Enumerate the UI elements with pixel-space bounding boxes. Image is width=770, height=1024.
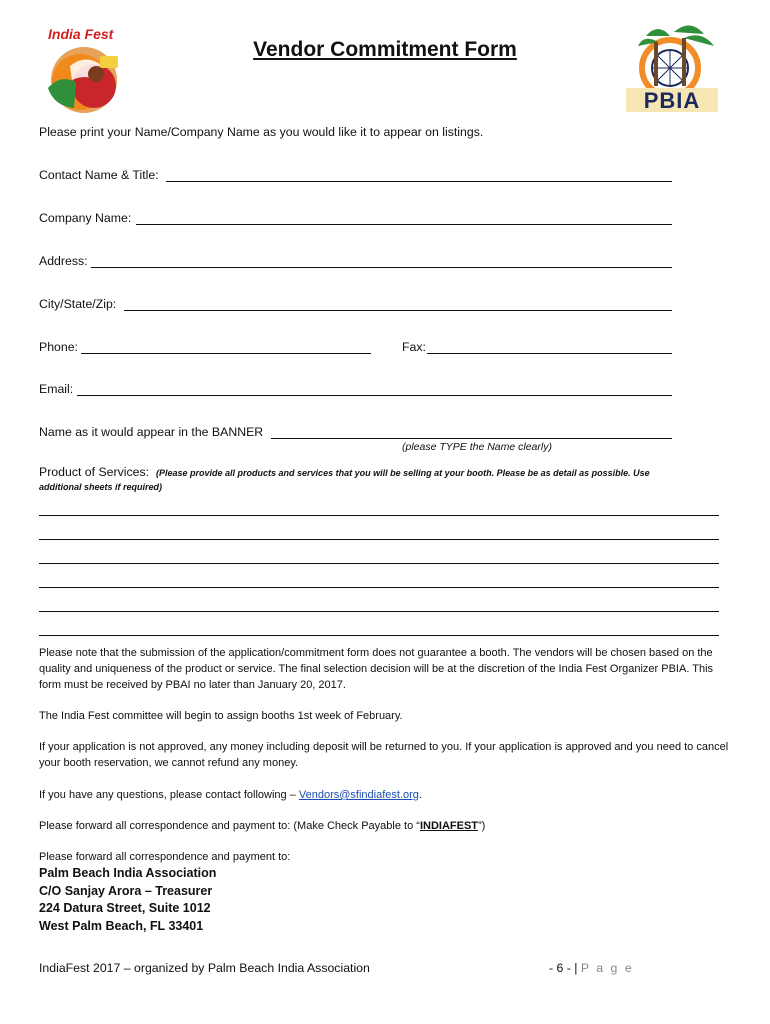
company-field[interactable] (136, 224, 672, 225)
company-label: Company Name: (39, 211, 132, 225)
contact-text: If you have any questions, please contact following – (39, 789, 299, 801)
product-line-1[interactable] (39, 515, 719, 516)
contact-label: Contact Name & Title: (39, 168, 159, 182)
note-paragraph-6: Please forward all correspondence and payment to: (39, 851, 291, 863)
contact-suffix: . (418, 789, 422, 801)
intro-text: Please print your Name/Company Name as you would like it to appear on listings. (39, 125, 484, 139)
product-line-5[interactable] (39, 611, 719, 612)
fax-field[interactable] (427, 353, 672, 354)
payee-name: INDIAFEST (419, 820, 478, 832)
product-line-4[interactable] (39, 587, 719, 588)
address-line-1: Palm Beach India Association (39, 866, 217, 880)
fax-label: Fax: (402, 340, 426, 354)
payable-suffix: ”) (478, 820, 486, 832)
product-label: Product of Services: (39, 465, 150, 479)
india-fest-logo-text: India Fest (48, 26, 114, 42)
banner-label: Name as it would appear in the BANNER (39, 425, 264, 439)
note-paragraph-4 (39, 787, 729, 803)
address-line-3: 224 Datura Street, Suite 1012 (39, 901, 211, 915)
product-note-line1: (Please provide all products and services that you will be selling at your booth. Please be as detail as possible. Use (156, 468, 650, 478)
pbia-logo (624, 16, 720, 114)
address-field[interactable] (91, 267, 672, 268)
banner-hint: (please TYPE the Name clearly) (402, 441, 552, 453)
note-paragraph-5 (39, 818, 729, 834)
vendor-email-link[interactable]: Vendors@sfindiafest.org (298, 789, 419, 801)
product-line-2[interactable] (39, 539, 719, 540)
note-paragraph-3: If your application is not approved, any money including deposit will be returned to you. If your application is approved and you need to cancel your booth reservation, we cannot refund any money. (39, 741, 729, 769)
page-number: - 6 - | (549, 961, 578, 975)
note-paragraph-2: The India Fest committee will begin to assign booths 1st week of February. (39, 710, 403, 722)
payable-text: Please forward all correspondence and payment to: (Make Check Payable to “ (39, 820, 420, 832)
phone-label: Phone: (39, 340, 78, 354)
product-line-6[interactable] (39, 635, 719, 636)
phone-field[interactable] (81, 353, 371, 354)
product-line-3[interactable] (39, 563, 719, 564)
note-paragraph-1: Please note that the submission of the application/commitment form does not guarantee a booth. The vendors will be chosen based on the quality and uniqueness of the product or service. The final selection decision will be at the discretion of the India Fest Organizer PBIA. This form must be received by PBAI no later than January 20, 2017. (39, 647, 714, 691)
pbia-logo-text: PBIA (643, 88, 701, 113)
product-note-line2: additional sheets if required) (39, 482, 163, 492)
address-line-4: West Palm Beach, FL 33401 (39, 918, 204, 933)
footer-left: IndiaFest 2017 – organized by Palm Beach India Association (39, 961, 370, 975)
email-field[interactable] (77, 395, 672, 396)
address-line-2: C/O Sanjay Arora – Treasurer (39, 883, 213, 898)
footer-page (549, 961, 634, 975)
banner-field[interactable] (271, 438, 672, 439)
email-label: Email: (39, 382, 74, 396)
mailing-address (39, 865, 216, 935)
contact-field[interactable] (166, 181, 672, 182)
city-label: City/State/Zip: (39, 297, 117, 311)
address-label: Address: (39, 254, 88, 268)
city-field[interactable] (124, 310, 672, 311)
page-title: Vendor Commitment Form (253, 38, 517, 61)
page-word: P a g e (580, 961, 634, 975)
